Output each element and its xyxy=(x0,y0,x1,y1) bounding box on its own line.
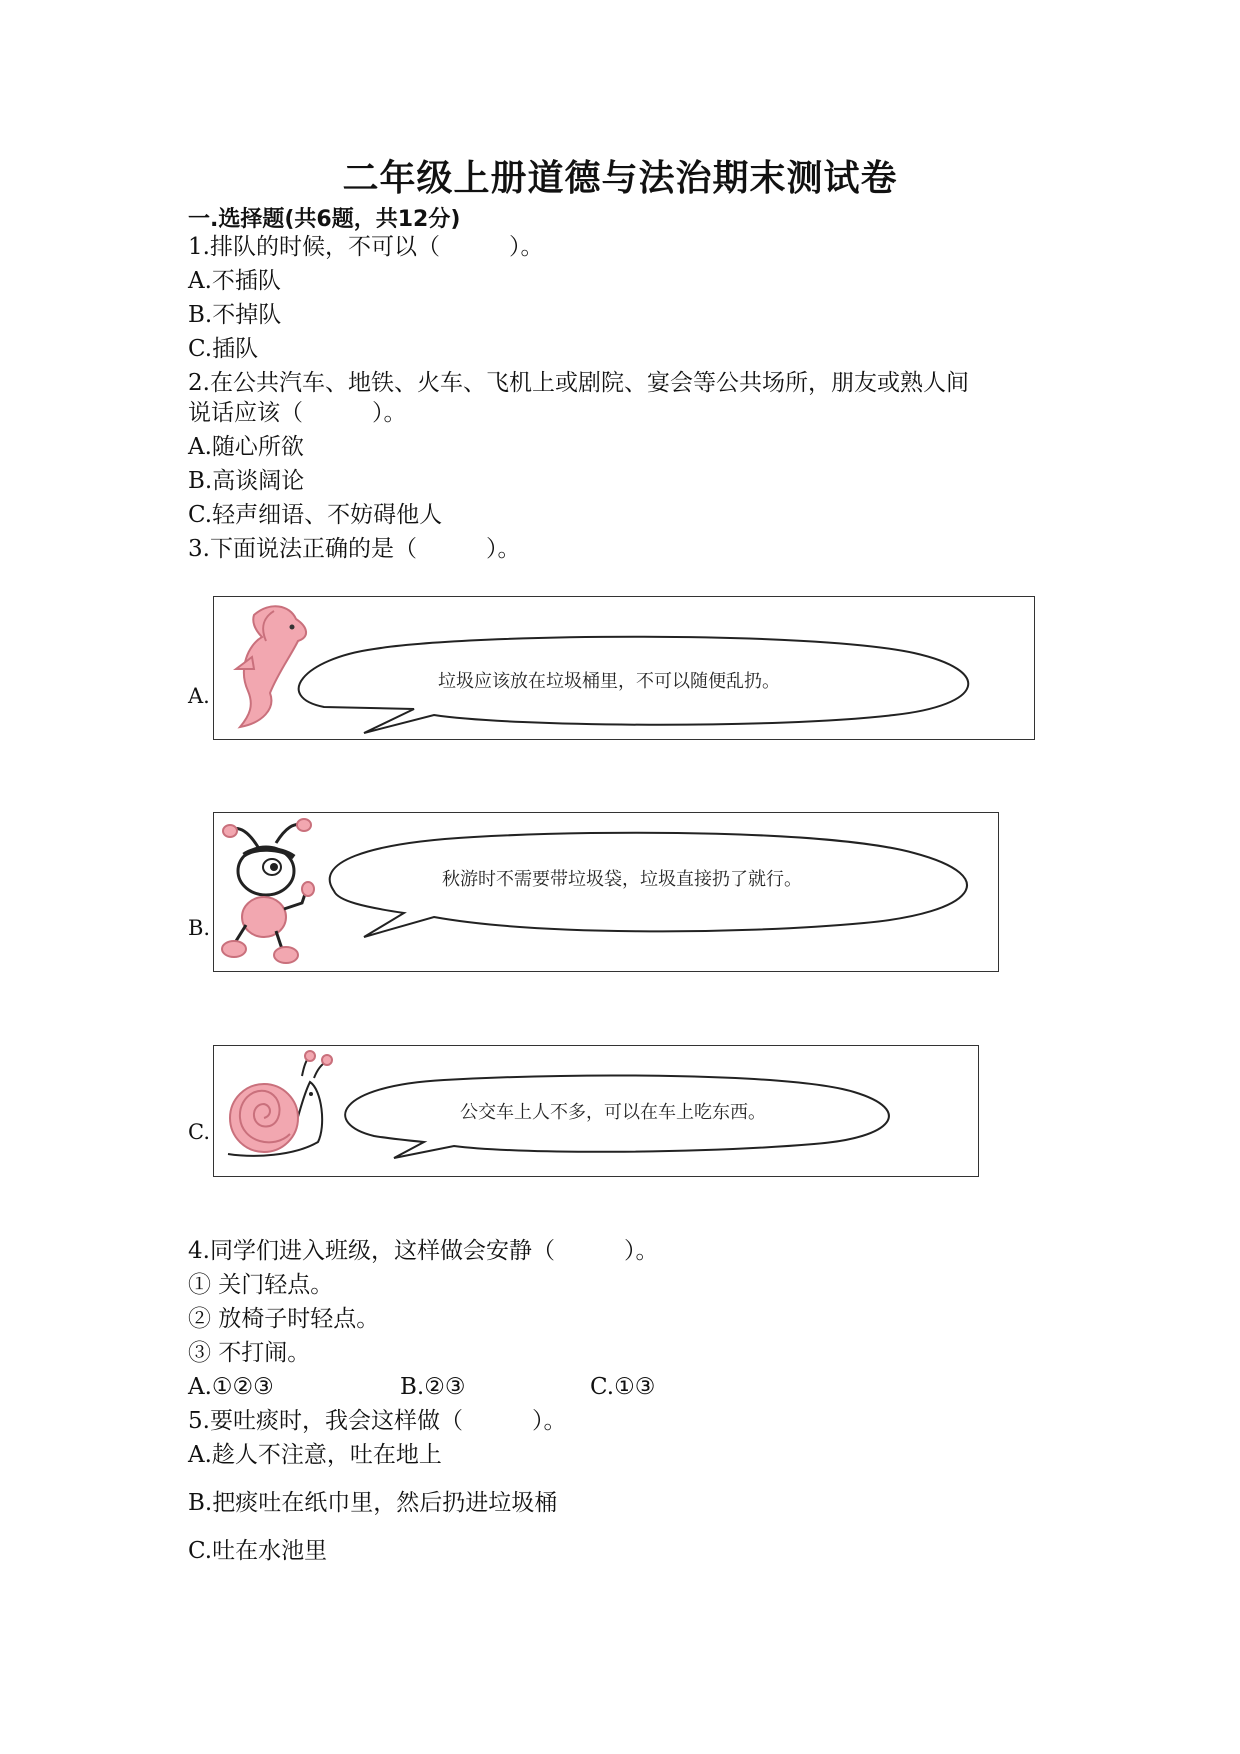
q5-option-c: C.吐在水池里 xyxy=(188,1538,328,1564)
speech-bubble-b xyxy=(214,813,998,971)
q3-option-c-picture xyxy=(213,1045,979,1177)
q3-option-b-text: 秋游时不需要带垃圾袋，垃圾直接扔了就行。 xyxy=(442,869,802,890)
q3-option-a-text: 垃圾应该放在垃圾桶里，不可以随便乱扔。 xyxy=(438,671,780,692)
q3-option-a-label: A. xyxy=(188,684,210,708)
q3-option-b-label: B. xyxy=(188,916,211,940)
q4-stem: 4.同学们进入班级，这样做会安静（ ）。 xyxy=(188,1238,659,1264)
q4-option-b: B.②③ xyxy=(400,1374,466,1400)
q3-option-b-picture xyxy=(213,812,999,972)
q5-stem: 5.要吐痰时，我会这样做（ ）。 xyxy=(188,1408,567,1434)
q1-option-b: B.不掉队 xyxy=(188,302,282,328)
q4-item-3: ③ 不打闹。 xyxy=(188,1340,311,1366)
q2-stem-line1: 2.在公共汽车、地铁、火车、飞机上或剧院、宴会等公共场所，朋友或熟人间 xyxy=(188,370,969,396)
q2-option-a: A.随心所欲 xyxy=(188,434,304,460)
page-title: 二年级上册道德与法治期末测试卷 xyxy=(342,158,898,199)
q1-option-c: C.插队 xyxy=(188,336,259,362)
q4-option-a: A.①②③ xyxy=(188,1374,274,1400)
q2-option-c: C.轻声细语、不妨碍他人 xyxy=(188,502,443,528)
q1-stem: 1.排队的时候，不可以（ ）。 xyxy=(188,234,544,260)
q4-item-2: ② 放椅子时轻点。 xyxy=(188,1306,380,1332)
q3-option-c-text: 公交车上人不多，可以在车上吃东西。 xyxy=(460,1102,766,1123)
q3-stem: 3.下面说法正确的是（ ）。 xyxy=(188,536,521,562)
q5-option-b: B.把痰吐在纸巾里，然后扔进垃圾桶 xyxy=(188,1490,558,1516)
q3-option-a-picture xyxy=(213,596,1035,740)
section-heading: 一.选择题(共6题，共12分) xyxy=(188,207,461,232)
q3-option-c-label: C. xyxy=(188,1120,210,1144)
q4-item-1: ① 关门轻点。 xyxy=(188,1272,334,1298)
q1-option-a: A.不插队 xyxy=(188,268,281,294)
q4-option-c: C.①③ xyxy=(590,1374,656,1400)
q2-option-b: B.高谈阔论 xyxy=(188,468,305,494)
q2-stem-line2: 说话应该（ ）。 xyxy=(188,400,407,426)
q5-option-a: A.趁人不注意，吐在地上 xyxy=(188,1442,442,1468)
